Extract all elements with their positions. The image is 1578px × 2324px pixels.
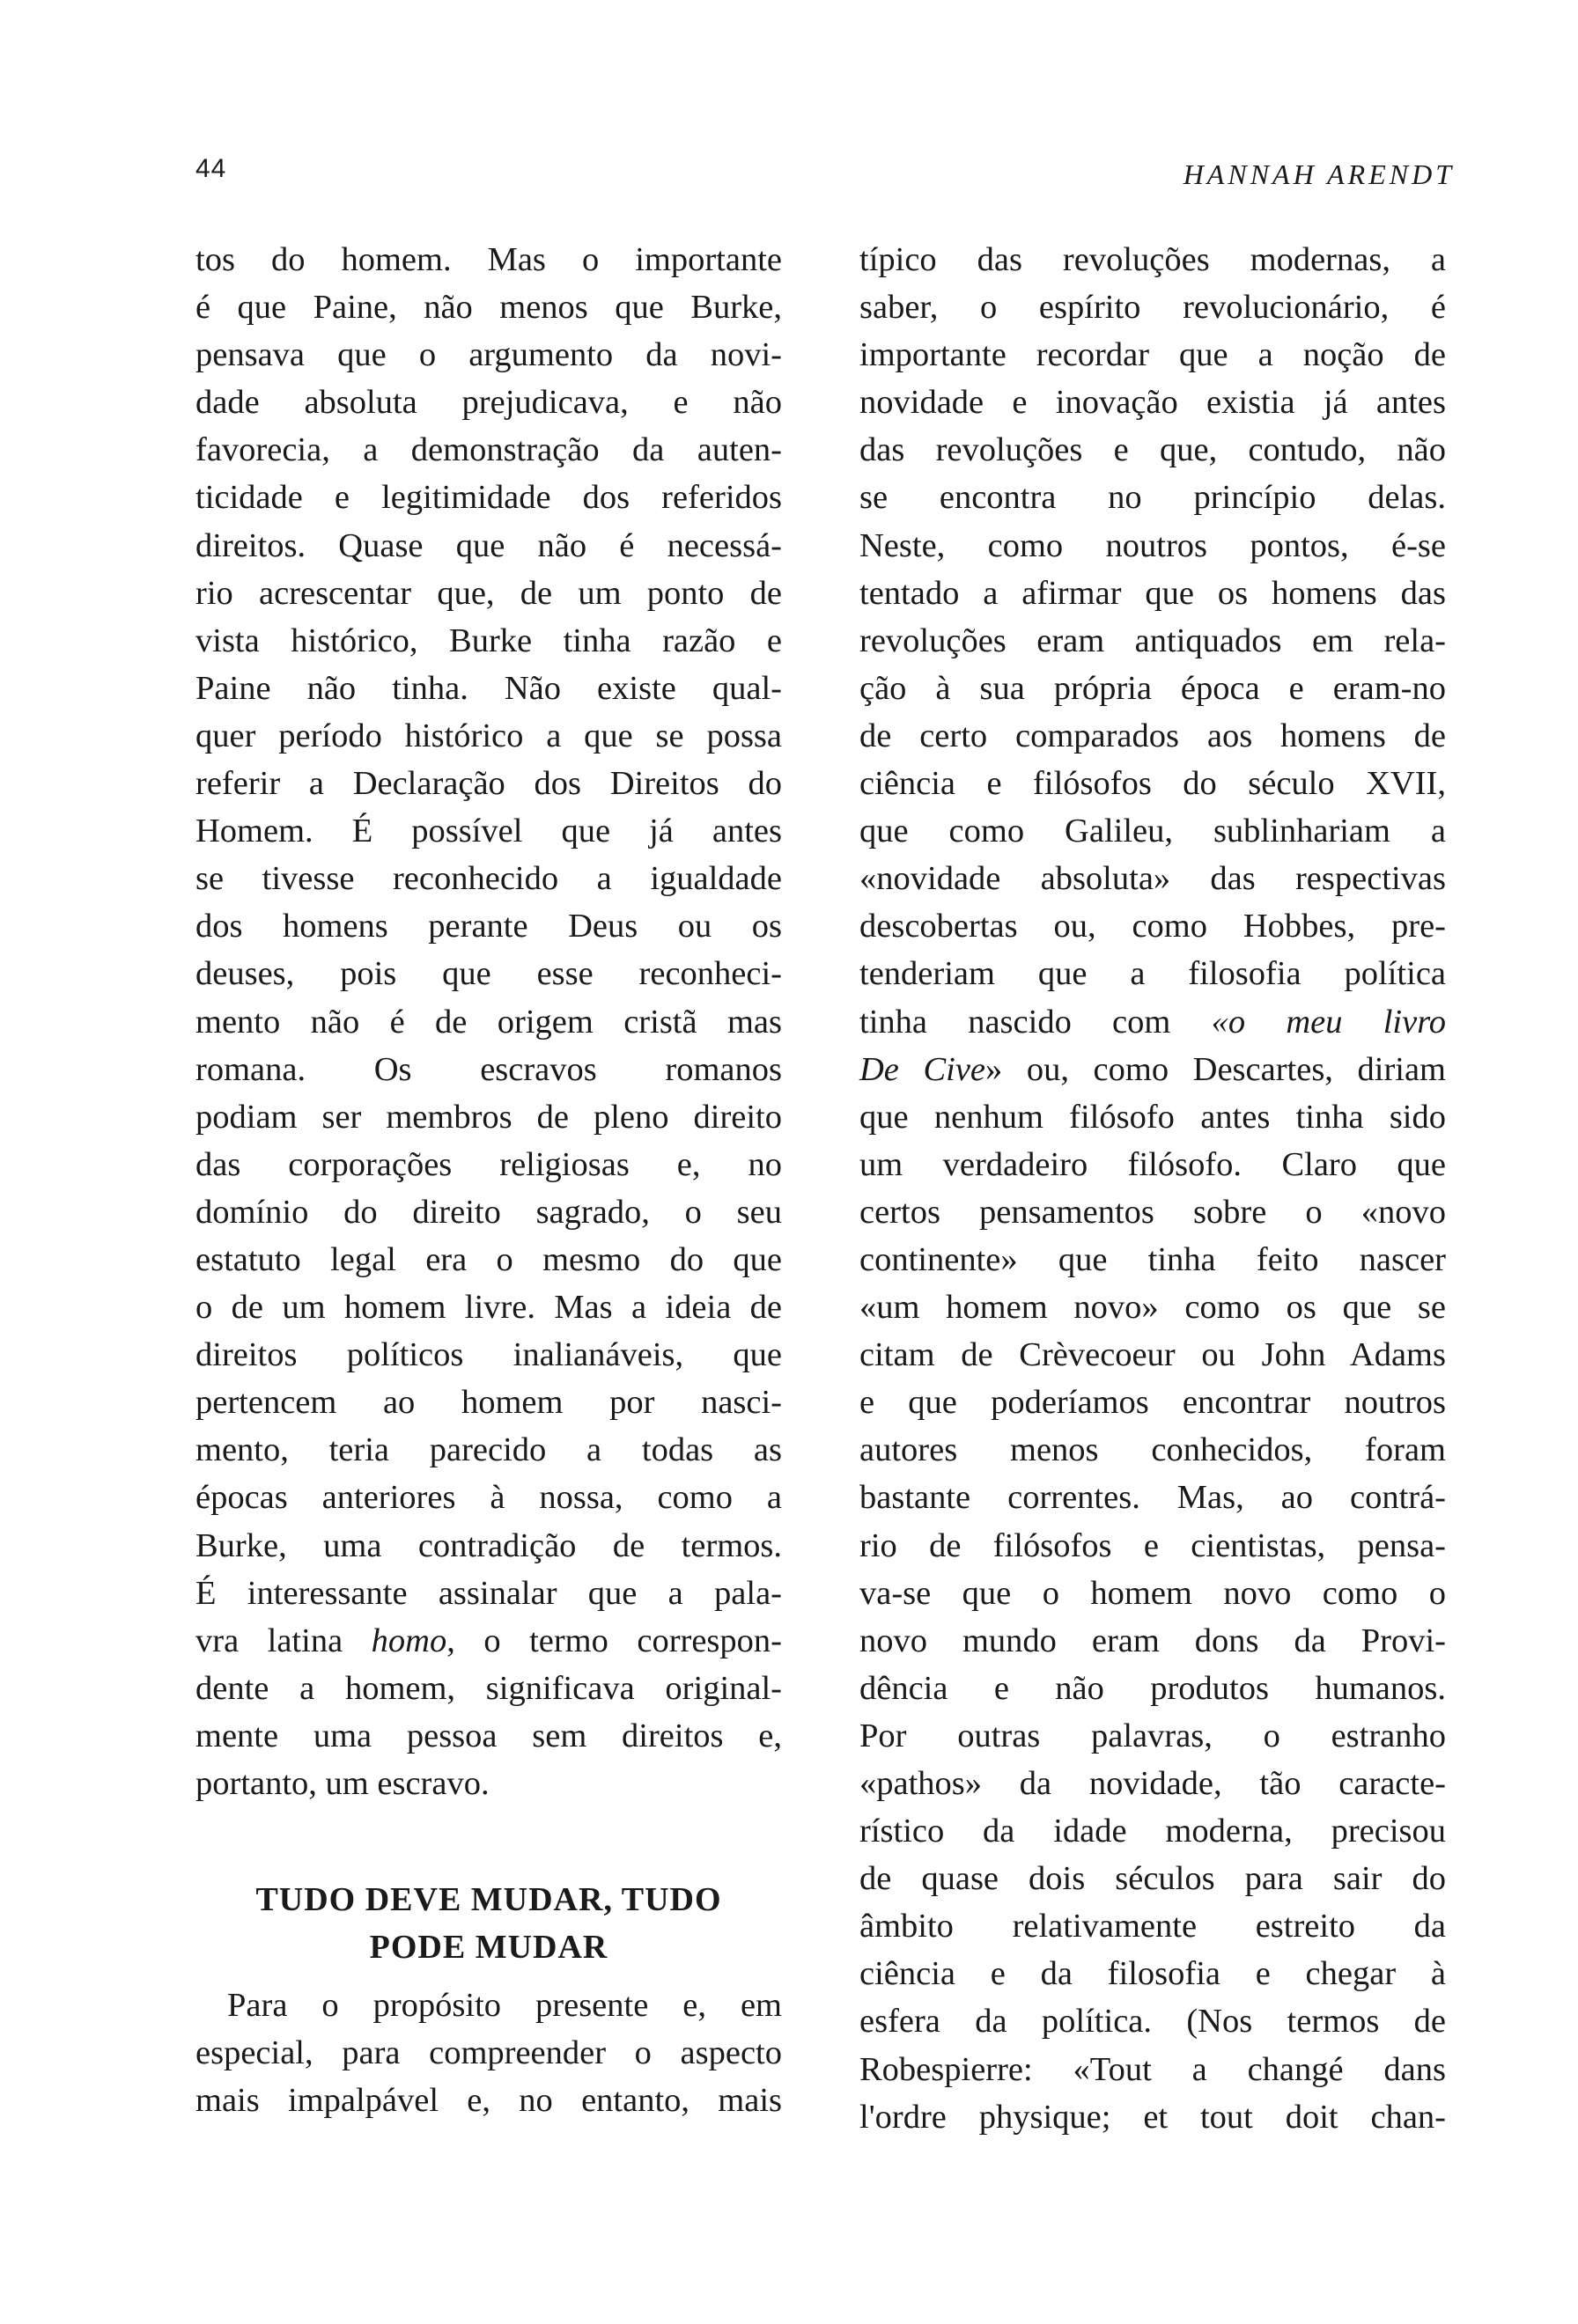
right-column: [859, 236, 1446, 2141]
section-heading-line: TUDO DEVE MUDAR, TUDO: [255, 1881, 722, 1919]
paragraph-line: domínio do direito sagrado, o seu: [195, 1193, 782, 1231]
running-head: HANNAH ARENDT: [1183, 158, 1455, 190]
paragraph-line: «pathos» da novidade, tão caracte-: [859, 1765, 1446, 1802]
paragraph-line: dente a homem, significava original-: [195, 1669, 782, 1707]
paragraph-line: que nenhum filósofo antes tinha sido: [859, 1098, 1446, 1136]
paragraph-line: ciência e filósofos do século XVII,: [859, 765, 1446, 803]
paragraph-line: romana. Os escravos romanos: [195, 1050, 782, 1088]
paragraph-line: um verdadeiro filósofo. Claro que: [859, 1145, 1446, 1183]
paragraph-line: [859, 1046, 1446, 1093]
paragraph-line: bastante correntes. Mas, ao contrá-: [859, 1479, 1446, 1517]
paragraph-line: referir a Declaração dos Direitos do: [195, 765, 782, 803]
paragraph-line: deuses, pois que esse reconheci-: [195, 955, 782, 993]
paragraph-line: tos do homem. Mas o importante: [195, 241, 782, 278]
paragraph-line: direitos políticos inalianáveis, que: [195, 1336, 782, 1374]
paragraph-line: revoluções eram antiquados em rela-: [859, 621, 1446, 659]
paragraph-line: mais impalpável e, no entanto, mais: [195, 2082, 782, 2120]
paragraph-line: É interessante assinalar que a pala-: [195, 1574, 782, 1612]
paragraph-line: favorecia, a demonstração da auten-: [195, 431, 782, 469]
section-heading-line: PODE MUDAR: [369, 1929, 608, 1967]
paragraph-line: pertencem ao homem por nasci-: [195, 1384, 782, 1422]
paragraph-line: se tivesse reconhecido a igualdade: [195, 860, 782, 898]
paragraph-line: âmbito relativamente estreito da: [859, 1908, 1446, 1945]
paragraph-line: especial, para compreender o aspecto: [195, 2034, 782, 2072]
paragraph-line: mento não é de origem cristã mas: [195, 1003, 782, 1041]
paragraph-line: direitos. Quase que não é necessá-: [195, 526, 782, 564]
paragraph-line: tentado a afirmar que os homens das: [859, 574, 1446, 612]
paragraph-line: Neste, como noutros pontos, é-se: [859, 526, 1446, 564]
paragraph-line: l'ordre physique; et tout doit chan-: [859, 2098, 1446, 2136]
text-span: » ou, como Descartes, diriam: [985, 1050, 1447, 1088]
paragraph-line: mento, teria parecido a todas as: [195, 1431, 782, 1469]
paragraph: [195, 1982, 782, 2124]
paragraph-line: Paine não tinha. Não existe qual-: [195, 669, 782, 707]
paragraph-line: pensava que o argumento da novi-: [195, 336, 782, 374]
italic-text: De Cive: [859, 1050, 986, 1088]
paragraph-line: Robespierre: «Tout a changé dans: [859, 2050, 1446, 2088]
paragraph-line: citam de Crèvecoeur ou John Adams: [859, 1336, 1446, 1374]
paragraph-line: novo mundo eram dons da Provi-: [859, 1622, 1446, 1659]
paragraph-line: rio de filósofos e cientistas, pensa-: [859, 1526, 1446, 1564]
paragraph-line: novidade e inovação existia já antes: [859, 384, 1446, 422]
paragraph-line: autores menos conhecidos, foram: [859, 1431, 1446, 1469]
paragraph-line: descobertas ou, como Hobbes, pre-: [859, 908, 1446, 945]
text-span: tinha nascido com: [859, 1003, 1212, 1041]
paragraph-line: saber, o espírito revolucionário, é: [859, 289, 1446, 327]
paragraph: [859, 236, 1446, 998]
paragraph-line: de certo comparados aos homens de: [859, 717, 1446, 754]
section-heading: [195, 1876, 782, 1971]
paragraph: [195, 1665, 782, 1807]
italic-text: homo: [371, 1622, 447, 1659]
left-column: [195, 236, 782, 2124]
paragraph-line: «um homem novo» como os que se: [859, 1289, 1446, 1327]
paragraph: [859, 1093, 1446, 2141]
paragraph-line: estatuto legal era o mesmo do que: [195, 1240, 782, 1278]
paragraph-line: Para o propósito presente e, em: [227, 1987, 782, 2025]
paragraph-line: dos homens perante Deus ou os: [195, 908, 782, 945]
paragraph-line: Por outras palavras, o estranho: [859, 1717, 1446, 1754]
paragraph-line: mente uma pessoa sem direitos e,: [195, 1717, 782, 1754]
paragraph-line: certos pensamentos sobre o «novo: [859, 1193, 1446, 1231]
paragraph-line: Homem. É possível que já antes: [195, 813, 782, 850]
paragraph-line: das corporações religiosas e, no: [195, 1145, 782, 1183]
paragraph-line: dade absoluta prejudicava, e não: [195, 384, 782, 422]
paragraph-line: de quase dois séculos para sair do: [859, 1860, 1446, 1898]
page-number: 44: [195, 154, 227, 183]
paragraph: [195, 236, 782, 1617]
paragraph-line: dência e não produtos humanos.: [859, 1669, 1446, 1707]
paragraph-line: [195, 1617, 782, 1665]
paragraph-line: ção à sua própria época e eram-no: [859, 669, 1446, 707]
paragraph-line: portanto, um escravo.: [195, 1765, 490, 1802]
paragraph-line: épocas anteriores à nossa, como a: [195, 1479, 782, 1517]
paragraph-line: se encontra no princípio delas.: [859, 479, 1446, 517]
paragraph-line: importante recordar que a noção de: [859, 336, 1446, 374]
text-span: , o termo correspon-: [446, 1622, 782, 1659]
text-span: vra latina: [195, 1622, 372, 1659]
paragraph-line: que como Galileu, sublinhariam a: [859, 813, 1446, 850]
paragraph-line: ciência e da filosofia e chegar à: [859, 1955, 1446, 1993]
paragraph-line: Burke, uma contradição de termos.: [195, 1526, 782, 1564]
paragraph-line: tenderiam que a filosofia política: [859, 955, 1446, 993]
paragraph-line: [859, 998, 1446, 1046]
paragraph-line: esfera da política. (Nos termos de: [859, 2003, 1446, 2041]
paragraph-line: ticidade e legitimidade dos referidos: [195, 479, 782, 517]
paragraph-line: quer período histórico a que se possa: [195, 717, 782, 754]
paragraph-line: e que poderíamos encontrar noutros: [859, 1384, 1446, 1422]
paragraph-line: rístico da idade moderna, precisou: [859, 1813, 1446, 1850]
paragraph-line: podiam ser membros de pleno direito: [195, 1098, 782, 1136]
paragraph-line: típico das revoluções modernas, a: [859, 241, 1446, 278]
paragraph-line: o de um homem livre. Mas a ideia de: [195, 1289, 782, 1327]
italic-text: «o meu livro: [1211, 1003, 1446, 1041]
paragraph-line: «novidade absoluta» das respectivas: [859, 860, 1446, 898]
paragraph-line: va-se que o homem novo como o: [859, 1574, 1446, 1612]
paragraph-line: rio acrescentar que, de um ponto de: [195, 574, 782, 612]
paragraph-line: é que Paine, não menos que Burke,: [195, 289, 782, 327]
paragraph-line: continente» que tinha feito nascer: [859, 1240, 1446, 1278]
paragraph-line: das revoluções e que, contudo, não: [859, 431, 1446, 469]
paragraph-line: vista histórico, Burke tinha razão e: [195, 621, 782, 659]
